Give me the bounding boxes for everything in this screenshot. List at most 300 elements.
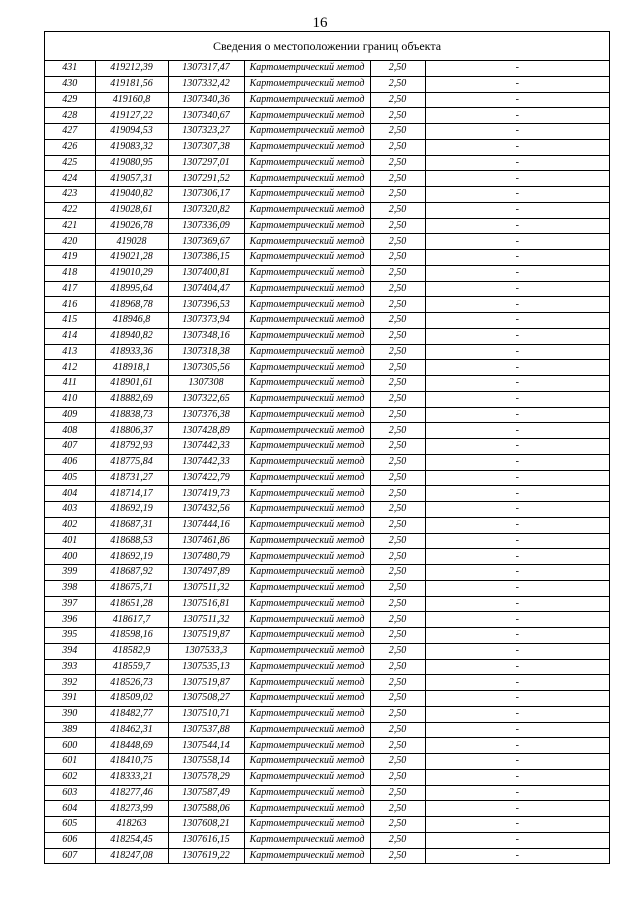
method-cell: Картометрический метод [244,439,370,455]
accuracy-cell: 2,50 [370,124,425,140]
table-row [45,549,609,565]
y-coordinate-cell: 1307336,09 [168,218,244,234]
description-cell: - [425,376,609,392]
point-number-cell: 412 [45,360,95,376]
method-cell: Картометрический метод [244,848,370,863]
x-coordinate-cell: 418882,69 [95,391,168,407]
x-coordinate-cell: 419083,32 [95,139,168,155]
point-number-cell: 607 [62,849,78,861]
y-coordinate-cell: 1307323,27 [168,124,244,140]
x-coordinate-cell: 419094,53 [95,124,168,140]
accuracy-cell: 2,50 [370,202,425,218]
method-cell: Картометрический метод [244,470,370,486]
description-cell: - [425,61,609,76]
description-cell: - [425,502,609,518]
table-row [45,659,609,675]
x-coordinate-cell: 418838,73 [95,407,168,423]
table-row [45,801,609,817]
accuracy-cell: 2,50 [370,769,425,785]
x-coordinate-cell: 419181,56 [95,76,168,92]
description-cell: - [425,675,609,691]
description-cell: - [425,486,609,502]
accuracy-cell: 2,50 [370,61,425,76]
table-row [45,817,609,833]
y-coordinate-cell: 1307533,3 [168,643,244,659]
accuracy-cell: 2,50 [370,360,425,376]
y-coordinate-cell: 1307320,82 [168,202,244,218]
x-coordinate-cell: 418263 [95,817,168,833]
method-cell: Картометрический метод [244,187,370,203]
point-number-cell: 430 [45,76,95,92]
x-coordinate-cell: 418946,8 [95,313,168,329]
point-number-cell: 390 [45,706,95,722]
table-row [45,281,609,297]
accuracy-cell: 2,50 [370,801,425,817]
accuracy-cell: 2,50 [370,659,425,675]
table-row [45,328,609,344]
x-coordinate-cell: 419021,28 [95,250,168,266]
description-cell: - [425,155,609,171]
y-coordinate-cell: 1307558,14 [168,754,244,770]
point-number-cell: 404 [45,486,95,502]
table-row [45,470,609,486]
x-coordinate-cell: 419080,95 [95,155,168,171]
y-coordinate-cell: 1307442,33 [168,454,244,470]
description-cell: - [425,328,609,344]
description-cell: - [425,265,609,281]
x-coordinate-cell: 419040,82 [95,187,168,203]
x-coordinate-cell: 418792,93 [95,439,168,455]
point-number-cell: 406 [45,454,95,470]
description-cell: - [425,171,609,187]
method-cell: Картометрический метод [244,265,370,281]
accuracy-cell: 2,50 [370,596,425,612]
point-number-cell: 392 [45,675,95,691]
x-coordinate-cell: 418692,19 [95,549,168,565]
y-coordinate-cell: 1307322,65 [168,391,244,407]
description-cell: - [425,754,609,770]
method-cell: Картометрический метод [244,549,370,565]
description-cell: - [425,722,609,738]
point-number-cell: 400 [45,549,95,565]
method-cell: Картометрический метод [244,533,370,549]
method-cell: Картометрический метод [244,738,370,754]
description-cell: - [425,832,609,848]
y-coordinate-cell: 1307386,15 [168,250,244,266]
x-coordinate-cell: 418247,08 [95,848,168,863]
description-cell: - [425,738,609,754]
y-coordinate-cell: 1307619,22 [168,848,244,863]
method-cell: Картометрический метод [244,171,370,187]
table-row [45,250,609,266]
y-coordinate-cell: 1307318,38 [168,344,244,360]
table-row [45,124,609,140]
table-row [45,754,609,770]
x-coordinate-cell: 418273,99 [95,801,168,817]
x-coordinate-cell: 419212,39 [95,61,168,76]
accuracy-cell: 2,50 [370,265,425,281]
y-coordinate-cell: 1307404,47 [168,281,244,297]
description-cell: - [425,565,609,581]
x-coordinate-cell: 418582,9 [95,643,168,659]
description-cell: - [425,187,609,203]
method-cell: Картометрический метод [244,407,370,423]
table-row [45,580,609,596]
y-coordinate-cell: 1307511,32 [168,612,244,628]
description-cell: - [425,202,609,218]
method-cell: Картометрический метод [244,218,370,234]
method-cell: Картометрический метод [244,817,370,833]
x-coordinate-cell: 418277,46 [95,785,168,801]
accuracy-cell: 2,50 [370,817,425,833]
method-cell: Картометрический метод [244,832,370,848]
point-number-cell: 420 [45,234,95,250]
table-row [45,265,609,281]
table-row [45,769,609,785]
y-coordinate-cell: 1307616,15 [168,832,244,848]
table-row [45,76,609,92]
method-cell: Картометрический метод [244,691,370,707]
accuracy-cell: 2,50 [370,187,425,203]
method-cell: Картометрический метод [244,234,370,250]
method-cell: Картометрический метод [244,580,370,596]
y-coordinate-cell: 1307461,86 [168,533,244,549]
x-coordinate-cell: 418462,31 [95,722,168,738]
description-cell: - [425,848,609,863]
description-cell: - [425,360,609,376]
point-number-cell: 391 [45,691,95,707]
y-coordinate-cell: 1307291,52 [168,171,244,187]
accuracy-cell: 2,50 [370,580,425,596]
x-coordinate-cell: 418526,73 [95,675,168,691]
table-row [45,785,609,801]
method-cell: Картометрический метод [244,92,370,108]
table-row [45,502,609,518]
accuracy-cell: 2,50 [370,423,425,439]
point-number-cell: 426 [45,139,95,155]
description-cell: - [425,769,609,785]
boundary-table-sheet [44,31,610,864]
point-number-cell: 398 [45,580,95,596]
point-number-cell: 431 [45,61,95,76]
table-row [45,313,609,329]
accuracy-cell: 2,50 [370,328,425,344]
description-cell: - [425,391,609,407]
description-cell: - [425,313,609,329]
accuracy-cell: 2,50 [370,344,425,360]
description-cell: - [425,281,609,297]
accuracy-cell: 2,50 [370,832,425,848]
y-coordinate-cell: 1307535,13 [168,659,244,675]
point-number-cell: 401 [45,533,95,549]
accuracy-cell: 2,50 [370,376,425,392]
x-coordinate-cell: 418675,71 [95,580,168,596]
point-number-cell: 397 [45,596,95,612]
x-coordinate-cell: 419057,31 [95,171,168,187]
accuracy-cell: 2,50 [370,139,425,155]
y-coordinate-cell: 1307578,29 [168,769,244,785]
accuracy-cell: 2,50 [370,92,425,108]
table-row [45,533,609,549]
y-coordinate-cell: 1307305,56 [168,360,244,376]
y-coordinate-cell: 1307369,67 [168,234,244,250]
y-coordinate-cell: 1307306,17 [168,187,244,203]
description-cell: - [425,344,609,360]
accuracy-cell: 2,50 [370,643,425,659]
method-cell: Картометрический метод [244,360,370,376]
point-number-cell: 410 [45,391,95,407]
method-cell: Картометрический метод [244,486,370,502]
point-number-cell: 605 [45,817,95,833]
y-coordinate-cell: 1307510,71 [168,706,244,722]
accuracy-cell: 2,50 [370,848,425,863]
accuracy-cell: 2,50 [370,517,425,533]
description-cell: - [425,580,609,596]
description-cell: - [425,706,609,722]
accuracy-cell: 2,50 [370,155,425,171]
y-coordinate-cell: 1307307,38 [168,139,244,155]
accuracy-cell: 2,50 [370,612,425,628]
description-cell: - [425,139,609,155]
method-cell: Картометрический метод [244,423,370,439]
method-cell: Картометрический метод [244,722,370,738]
point-number-cell: 429 [45,92,95,108]
accuracy-cell: 2,50 [370,171,425,187]
table-row [45,675,609,691]
point-number-cell: 413 [45,344,95,360]
accuracy-cell: 2,50 [370,454,425,470]
description-cell: - [425,691,609,707]
table-row [45,218,609,234]
description-cell: - [425,549,609,565]
y-coordinate-cell: 1307608,21 [168,817,244,833]
accuracy-cell: 2,50 [370,706,425,722]
accuracy-cell: 2,50 [370,281,425,297]
method-cell: Картометрический метод [244,139,370,155]
table-row [45,187,609,203]
accuracy-cell: 2,50 [370,76,425,92]
point-number-cell: 414 [45,328,95,344]
accuracy-cell: 2,50 [370,722,425,738]
method-cell: Картометрический метод [244,706,370,722]
x-coordinate-cell: 418687,92 [95,565,168,581]
y-coordinate-cell: 1307308 [168,376,244,392]
accuracy-cell: 2,50 [370,675,425,691]
accuracy-cell: 2,50 [370,628,425,644]
method-cell: Картометрический метод [244,108,370,124]
x-coordinate-cell: 418598,16 [95,628,168,644]
description-cell: - [425,108,609,124]
y-coordinate-cell: 1307519,87 [168,675,244,691]
method-cell: Картометрический метод [244,297,370,313]
accuracy-cell: 2,50 [370,565,425,581]
description-cell: - [425,124,609,140]
description-cell: - [425,407,609,423]
description-cell: - [425,250,609,266]
x-coordinate-cell: 419010,29 [95,265,168,281]
method-cell: Картометрический метод [244,612,370,628]
table-row [45,423,609,439]
y-coordinate-cell: 1307588,06 [168,801,244,817]
method-cell: Картометрический метод [244,454,370,470]
description-cell: - [425,517,609,533]
x-coordinate-cell: 418509,02 [95,691,168,707]
accuracy-cell: 2,50 [370,691,425,707]
x-coordinate-cell: 419160,8 [95,92,168,108]
table-row [45,297,609,313]
x-coordinate-cell: 418410,75 [95,754,168,770]
accuracy-cell: 2,50 [370,754,425,770]
y-coordinate-cell: 1307516,81 [168,596,244,612]
x-coordinate-cell: 418651,28 [95,596,168,612]
description-cell: - [425,423,609,439]
table-row [45,848,609,863]
y-coordinate-cell: 1307396,53 [168,297,244,313]
method-cell: Картометрический метод [244,643,370,659]
accuracy-cell: 2,50 [370,313,425,329]
table-row [45,454,609,470]
method-cell: Картометрический метод [244,785,370,801]
method-cell: Картометрический метод [244,344,370,360]
table-row [45,360,609,376]
description-cell: - [425,234,609,250]
x-coordinate-cell: 419028,61 [95,202,168,218]
method-cell: Картометрический метод [244,769,370,785]
point-number-cell: 402 [45,517,95,533]
table-row [45,92,609,108]
table-row [45,643,609,659]
x-coordinate-cell: 418333,21 [95,769,168,785]
point-number-cell: 424 [45,171,95,187]
description-cell: - [425,612,609,628]
y-coordinate-cell: 1307419,73 [168,486,244,502]
x-coordinate-cell: 418254,45 [95,832,168,848]
method-cell: Картометрический метод [244,517,370,533]
method-cell: Картометрический метод [244,801,370,817]
table-row [45,596,609,612]
y-coordinate-cell: 1307480,79 [168,549,244,565]
y-coordinate-cell: 1307544,14 [168,738,244,754]
x-coordinate-cell: 418688,53 [95,533,168,549]
point-number-cell: 396 [45,612,95,628]
point-number-cell: 425 [45,155,95,171]
y-coordinate-cell: 1307537,88 [168,722,244,738]
point-number-cell: 403 [45,502,95,518]
x-coordinate-cell: 418448,69 [95,738,168,754]
page-number: 16 [312,15,328,31]
point-number-cell: 408 [45,423,95,439]
x-coordinate-cell: 418918,1 [95,360,168,376]
table-row [45,391,609,407]
table-title: Сведения о местоположении границ объекта [45,32,609,61]
method-cell: Картометрический метод [244,124,370,140]
y-coordinate-cell: 1307587,49 [168,785,244,801]
accuracy-cell: 2,50 [370,738,425,754]
x-coordinate-cell: 418775,84 [95,454,168,470]
y-coordinate-cell: 1307400,81 [168,265,244,281]
table-row [45,628,609,644]
x-coordinate-cell: 418968,78 [95,297,168,313]
table-row [45,234,609,250]
point-number-cell: 427 [45,124,95,140]
table-row [45,202,609,218]
y-coordinate-cell: 1307519,87 [168,628,244,644]
point-number-cell: 405 [45,470,95,486]
y-coordinate-cell: 1307332,42 [168,76,244,92]
table-row [45,108,609,124]
accuracy-cell: 2,50 [370,549,425,565]
x-coordinate-cell: 418806,37 [95,423,168,439]
method-cell: Картометрический метод [244,596,370,612]
y-coordinate-cell: 1307508,27 [168,691,244,707]
y-coordinate-cell: 1307340,67 [168,108,244,124]
accuracy-cell: 2,50 [370,439,425,455]
y-coordinate-cell: 1307317,47 [168,61,244,76]
point-number-cell: 602 [45,769,95,785]
method-cell: Картометрический метод [244,675,370,691]
description-cell: - [425,659,609,675]
method-cell: Картометрический метод [244,628,370,644]
description-cell: - [425,801,609,817]
point-number-cell: 601 [45,754,95,770]
point-number-cell: 394 [45,643,95,659]
method-cell: Картометрический метод [244,202,370,218]
table-row [45,832,609,848]
description-cell: - [425,533,609,549]
table-row [45,722,609,738]
x-coordinate-cell: 418692,19 [95,502,168,518]
y-coordinate-cell: 1307422,79 [168,470,244,486]
table-row [45,407,609,423]
table-row [45,691,609,707]
method-cell: Картометрический метод [244,391,370,407]
table-row [45,344,609,360]
accuracy-cell: 2,50 [370,391,425,407]
point-number-cell: 418 [45,265,95,281]
method-cell: Картометрический метод [244,76,370,92]
x-coordinate-cell: 419026,78 [95,218,168,234]
accuracy-cell: 2,50 [370,218,425,234]
accuracy-cell: 2,50 [370,297,425,313]
method-cell: Картометрический метод [244,565,370,581]
x-coordinate-cell: 419028 [95,234,168,250]
point-number-cell: 428 [45,108,95,124]
y-coordinate-cell: 1307297,01 [168,155,244,171]
point-number-cell: 393 [45,659,95,675]
point-number-cell: 422 [45,202,95,218]
coordinates-table-body [45,61,609,863]
point-number-cell: 407 [45,439,95,455]
point-number-cell: 604 [45,801,95,817]
point-number-cell: 399 [45,565,95,581]
accuracy-cell: 2,50 [370,234,425,250]
accuracy-cell: 2,50 [370,486,425,502]
x-coordinate-cell: 418714,17 [95,486,168,502]
description-cell: - [425,454,609,470]
table-row [45,517,609,533]
point-number-cell: 606 [45,832,95,848]
table-row [45,738,609,754]
y-coordinate-cell: 1307376,38 [168,407,244,423]
point-number-cell: 417 [45,281,95,297]
y-coordinate-cell: 1307497,89 [168,565,244,581]
method-cell: Картометрический метод [244,250,370,266]
description-cell: - [425,92,609,108]
point-number-cell: 409 [45,407,95,423]
accuracy-cell: 2,50 [370,502,425,518]
accuracy-cell: 2,50 [370,407,425,423]
x-coordinate-cell: 418617,7 [95,612,168,628]
